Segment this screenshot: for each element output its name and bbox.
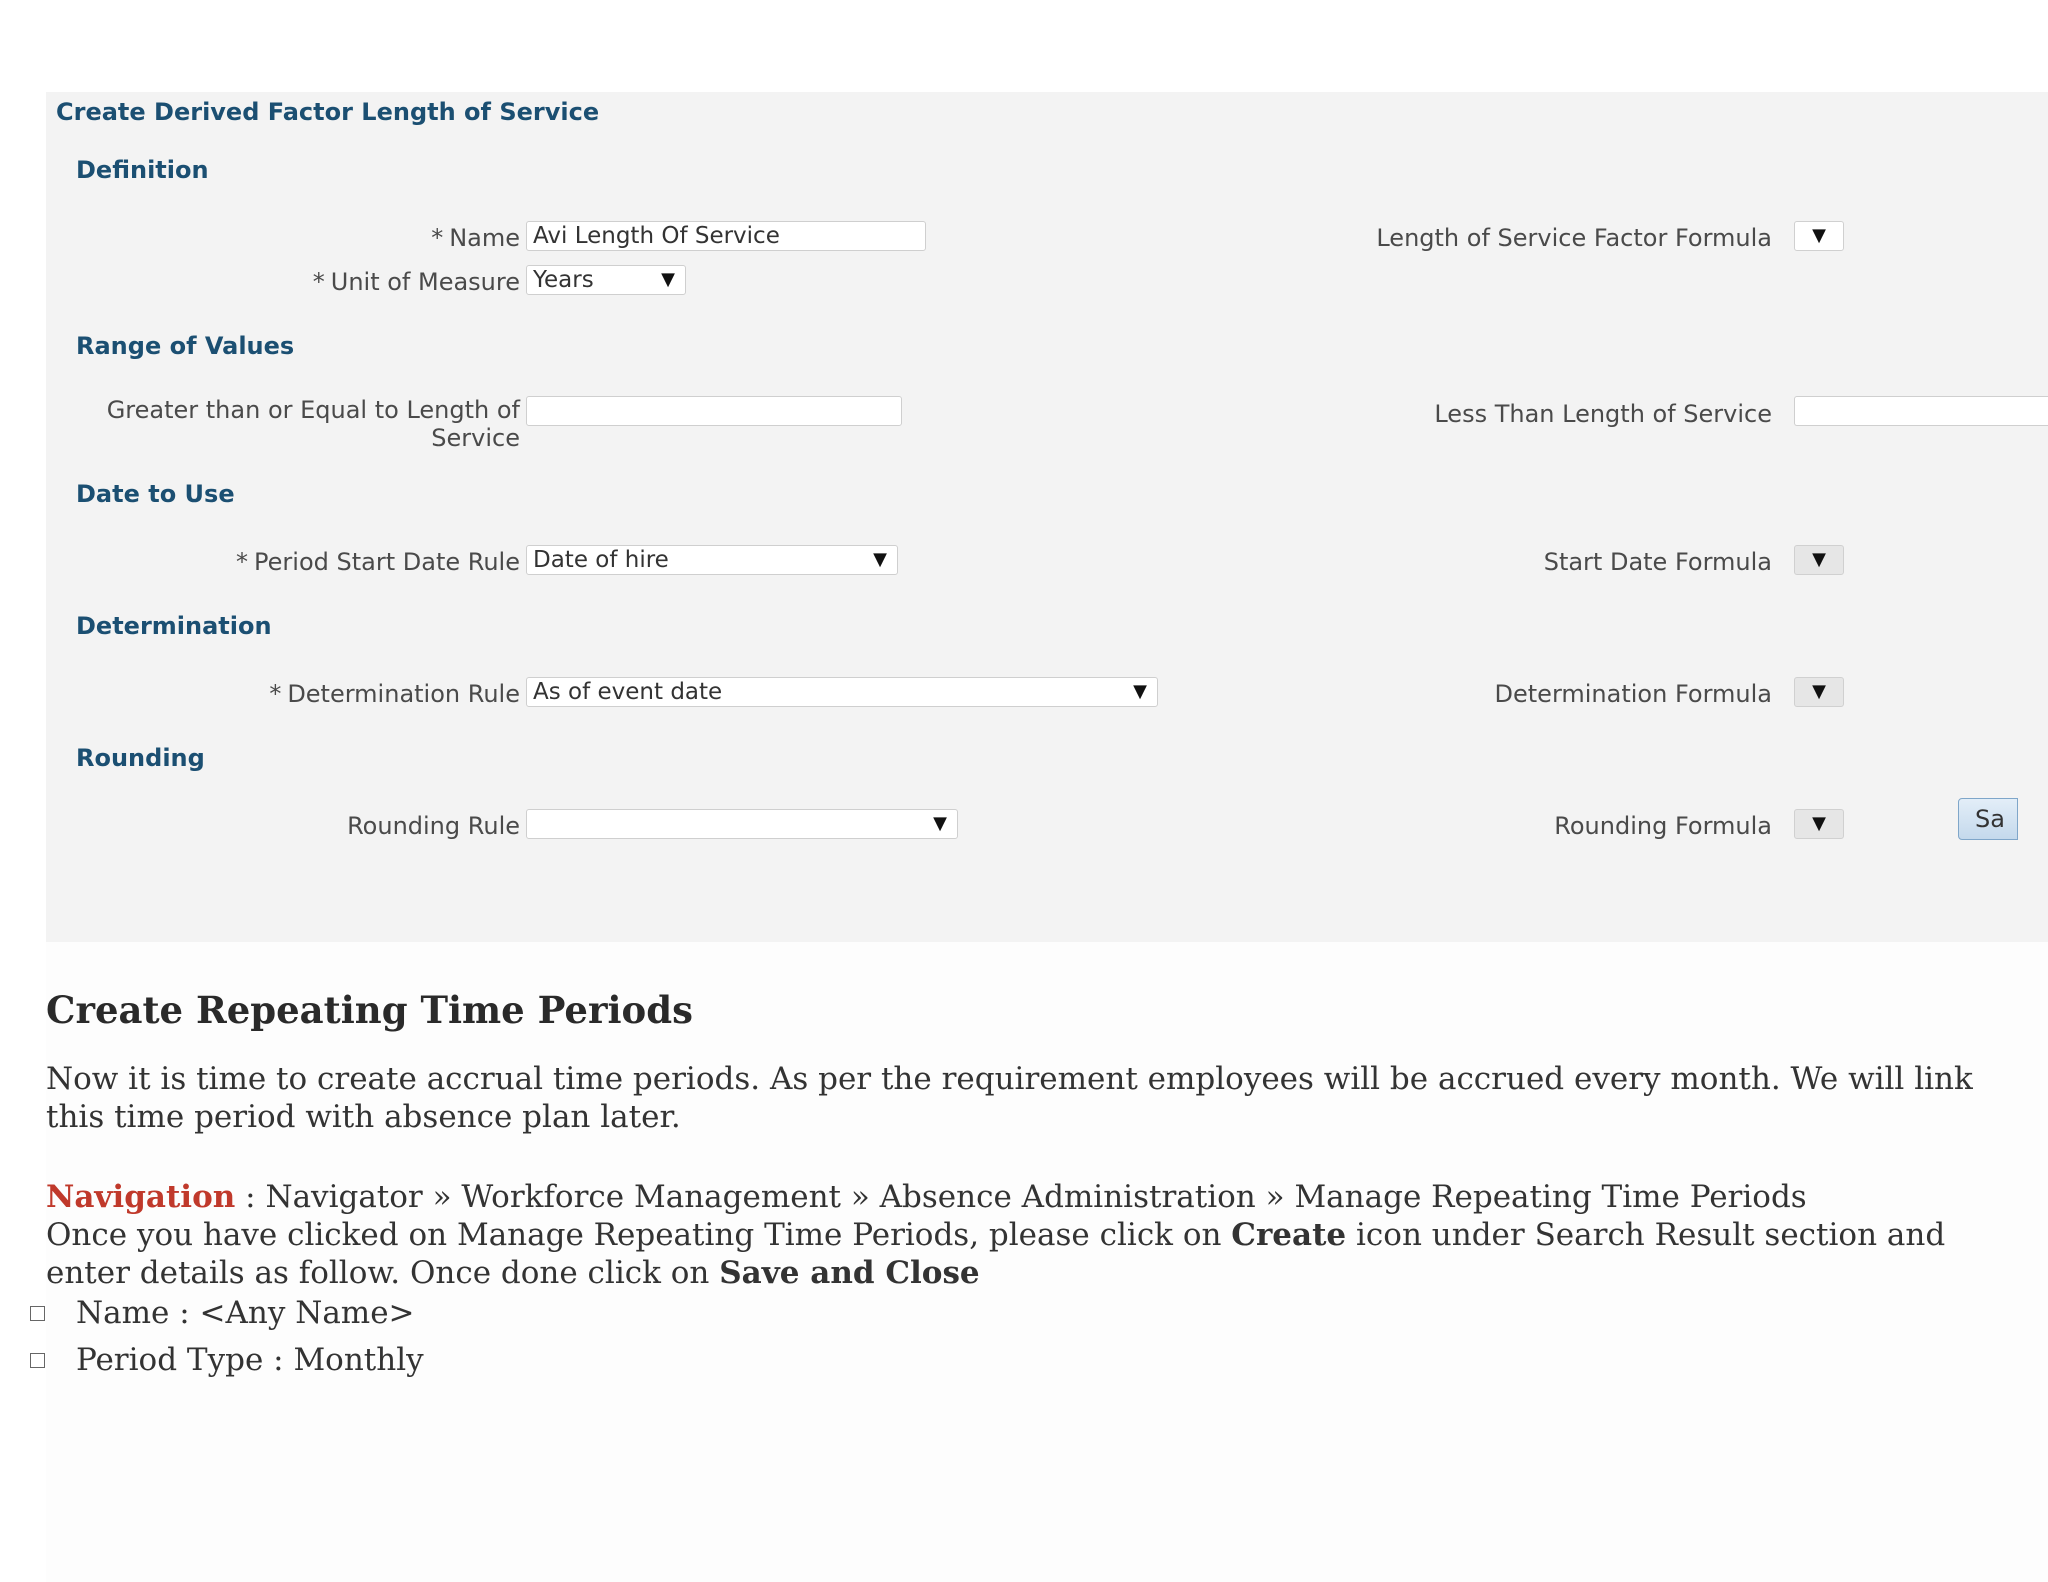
checkbox-icon [30,1306,45,1321]
service-formula-label: Length of Service Factor Formula [1376,224,1772,252]
section-rounding: Rounding [76,744,205,772]
determination-rule-label: * Determination Rule [269,680,520,708]
determination-formula-select[interactable] [1794,677,1844,707]
chevron-down-icon: ▼ [1133,681,1147,702]
panel-title: Create Derived Factor Length of Service [56,98,600,126]
uom-label: * Unit of Measure [312,268,520,296]
chevron-down-icon: ▼ [873,549,887,570]
section-definition: Definition [76,156,209,184]
determination-formula-label: Determination Formula [1494,680,1772,708]
doc-navigation: Navigation : Navigator » Workforce Management » Absence Administration » Manage Repeating Time Periods Once you have clicked on Manage Repeating Time Periods, please click on Create icon under Search Result section and enter details as follow. Once done click on Save and Close [46,1179,1946,1291]
doc-paragraph: Now it is time to create accrual time periods. As per the requirement employees will be accrued every month. We will link this time period with absence plan later. [46,1061,1973,1135]
determination-rule-select[interactable]: As of event date ▼ [526,677,1158,707]
gte-label: Greater than or Equal to Length of Service [106,396,520,452]
name-label: * Name [431,224,520,252]
lt-input[interactable] [1794,396,2048,426]
gte-input[interactable] [526,396,902,426]
period-start-rule-label: * Period Start Date Rule [236,548,520,576]
navigation-label: Navigation [46,1179,236,1215]
section-range-of-values: Range of Values [76,332,295,360]
save-button[interactable]: Sa [1958,798,2018,840]
chevron-down-icon: ▼ [1812,225,1826,246]
service-formula-select[interactable] [1794,221,1844,251]
derived-factor-panel [46,92,2048,942]
chevron-down-icon: ▼ [933,813,947,834]
period-start-rule-select[interactable]: Date of hire ▼ [526,545,898,575]
rounding-formula-label: Rounding Formula [1554,812,1772,840]
section-date-to-use: Date to Use [76,480,235,508]
lt-label: Less Than Length of Service [1434,400,1772,428]
section-determination: Determination [76,612,272,640]
chevron-down-icon: ▼ [661,269,675,290]
checkbox-icon [30,1353,45,1368]
start-date-formula-select[interactable] [1794,545,1844,575]
chevron-down-icon: ▼ [1812,681,1826,702]
chevron-down-icon: ▼ [1812,549,1826,570]
navigation-path: : Navigator » Workforce Management » Absence Administration » Manage Repeating Time Periods [235,1179,1807,1215]
rounding-rule-select[interactable] [526,809,958,839]
uom-select[interactable]: Years ▼ [526,265,686,295]
name-input[interactable]: Avi Length Of Service [526,221,926,251]
doc-heading: Create Repeating Time Periods [46,988,693,1032]
start-date-formula-label: Start Date Formula [1543,548,1772,576]
rounding-rule-label: Rounding Rule [347,812,520,840]
chevron-down-icon: ▼ [1812,813,1826,834]
rounding-formula-select[interactable] [1794,809,1844,839]
